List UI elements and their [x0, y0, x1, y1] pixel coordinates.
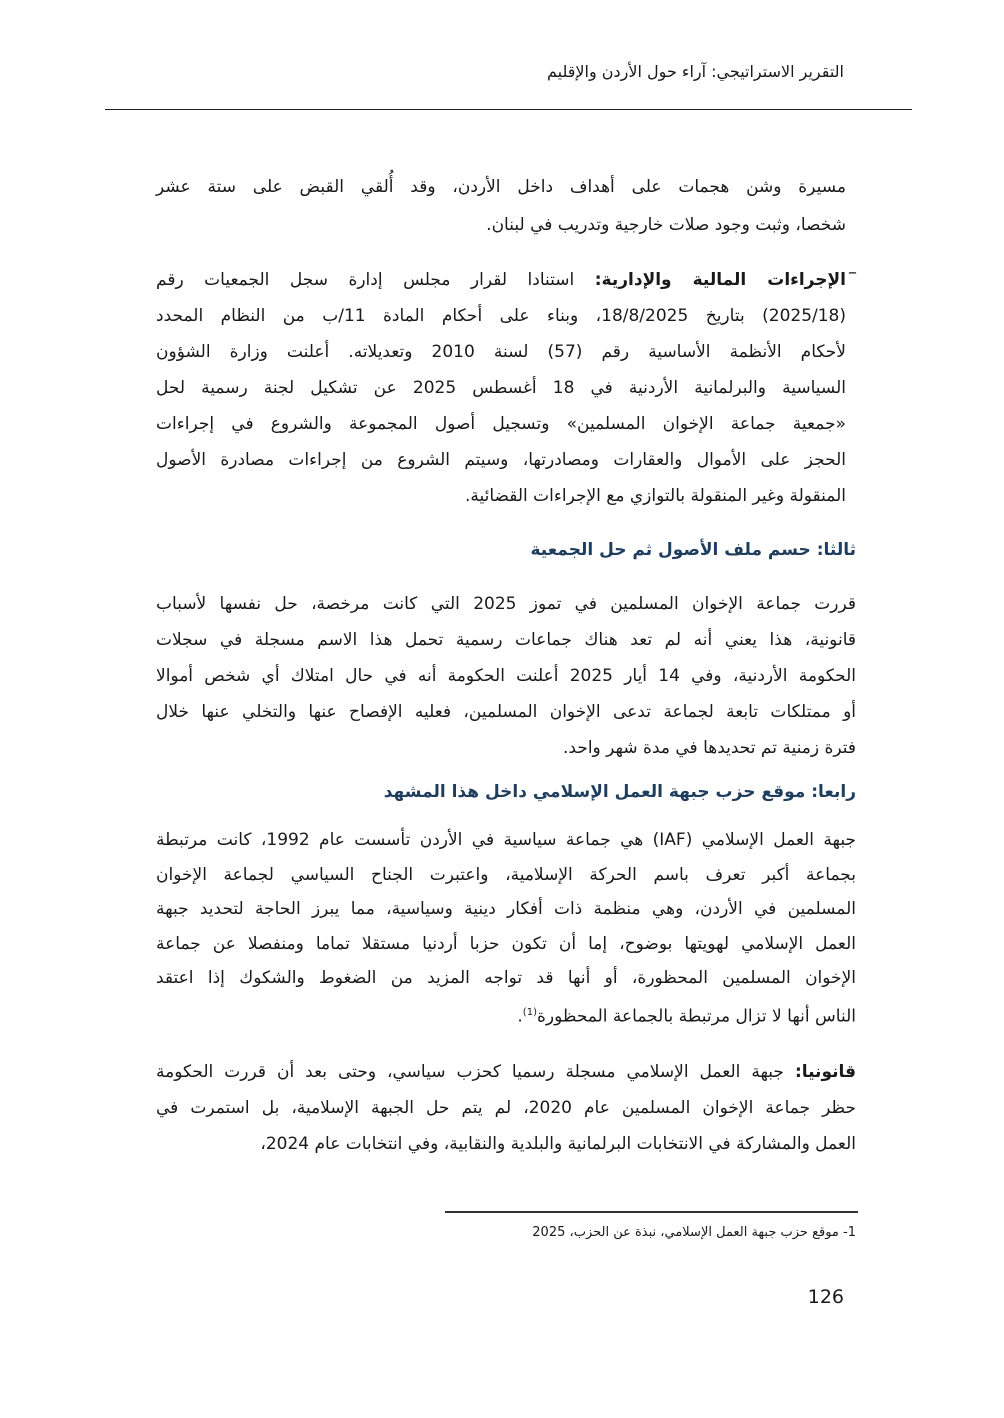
text-line: العمل الإسلامي لهويتها بوضوح، إما أن تكون حزبا أردنيا مستقلا تماما ومنفصلا عن جماعة [156, 933, 856, 954]
text-line: الإخوان المسلمين المحظورة، أو أنها قد تواجه المزيد من الضغوط والشكوك إذا اعتقد [156, 968, 856, 988]
text-line: الحجز على الأموال والعقارات ومصادرتها، وسيتم الشروع من إجراءات مصادرة الأصول [156, 450, 846, 470]
text-line: شخصا، وثبت وجود صلات خارجية وتدريب في لبنان. [486, 215, 846, 235]
bold-label: قانونيا: [794, 1062, 856, 1082]
bold-label: الإجراءات المالية والإدارية: [594, 270, 846, 290]
section-3-paragraph [156, 586, 856, 766]
text-line: (2025/18) بتاريخ 18/8/2025، وبناء على أحكام المادة 11/ب من النظام المحدد [156, 306, 847, 326]
text-line: قررت جماعة الإخوان المسلمين في تموز 2025 التي كانت مرخصة، حل نفسها لأسباب [156, 594, 856, 614]
legal-paragraph [156, 1054, 856, 1162]
text-line: السياسية والبرلمانية الأردنية في 18 أغسطس 2025 عن تشكيل لجنة رسمية لحل [156, 378, 846, 398]
text-line [156, 262, 846, 298]
text-line: حظر جماعة الإخوان المسلمين عام 2020، لم يتم حل الجبهة الإسلامية، بل استمرت في [156, 1098, 856, 1118]
text-line: لأحكام الأنظمة الأساسية رقم (57) لسنة 2010 وتعديلاته. أعلنت وزارة الشؤون [156, 342, 846, 362]
text-line [156, 1054, 856, 1090]
text-span: جبهة العمل الإسلامي مسجلة رسميا كحزب سياسي، وحتى بعد أن قررت الحكومة [156, 1062, 784, 1082]
footnote-reference[interactable]: (1) [522, 1006, 537, 1018]
text-line: العمل والمشاركة في الانتخابات البرلمانية والبلدية والنقابية، وفي انتخابات عام 2024، [260, 1134, 856, 1154]
text-span: . [517, 1006, 523, 1027]
footnote: 1- موقع حزب جبهة العمل الإسلامي، نبذة عن الحزب، 2025 [532, 1225, 856, 1240]
text-line: فترة زمنية تم تحديدها في مدة شهر واحد. [563, 738, 856, 758]
paragraph-continuation [156, 168, 846, 244]
text-line: الحكومة الأردنية، وفي 14 أيار 2025 أعلنت الحكومة أنه في حال امتلاك أي شخص أموالا [156, 666, 857, 686]
text-line: المنقولة وغير المنقولة بالتوازي مع الإجراءات القضائية. [464, 486, 846, 506]
header-divider [105, 109, 912, 110]
text-line: مسيرة وشن هجمات على أهداف داخل الأردن، وقد أُلقي القبض على ستة عشر [156, 177, 846, 197]
text-line: المسلمين في الأردن، وهي منظمة ذات أفكار دينية وسياسية، مما يبرز الحاجة لتحديد جبهة [156, 899, 856, 919]
bullet-dash: – [848, 262, 857, 283]
text-line [156, 996, 856, 1031]
text-line: أو ممتلكات تابعة لجماعة تدعى الإخوان المسلمين، فعليه الإفصاح عنها والتخلي عنها خلال [156, 702, 856, 722]
bullet-paragraph-financial-measures [156, 262, 846, 514]
footnote-divider [445, 1211, 858, 1213]
text-line: جبهة العمل الإسلامي (IAF) هي جماعة سياسية في الأردن تأسست عام 1992، كانت مرتبطة [156, 830, 856, 850]
section-heading-3: ثالثا: حسم ملف الأصول ثم حل الجمعية [530, 540, 856, 560]
text-line: قانونية، هذا يعني أنه لم تعد هناك جماعات رسمية تحمل هذا الاسم مسجلة في سجلات [156, 630, 856, 650]
section-heading-4: رابعا: موقع حزب جبهة العمل الإسلامي داخل هذا المشهد [383, 782, 856, 802]
text-span: استنادا لقرار مجلس إدارة سجل الجمعيات رقم [156, 270, 575, 290]
running-header: التقرير الاستراتيجي: آراء حول الأردن والإقليم [546, 62, 844, 81]
page-number: 126 [807, 1286, 844, 1308]
section-4-paragraph [156, 823, 856, 1030]
text-line: «جمعية جماعة الإخوان المسلمين» وتسجيل أصول المجموعة والشروع في إجراءات [156, 414, 846, 434]
text-line: بجماعة أكبر تعرف باسم الحركة الإسلامية، واعتبرت الجناح السياسي لجماعة الإخوان [156, 864, 856, 885]
text-span: الناس أنها لا تزال مرتبطة بالجماعة المحظورة [536, 1006, 856, 1027]
